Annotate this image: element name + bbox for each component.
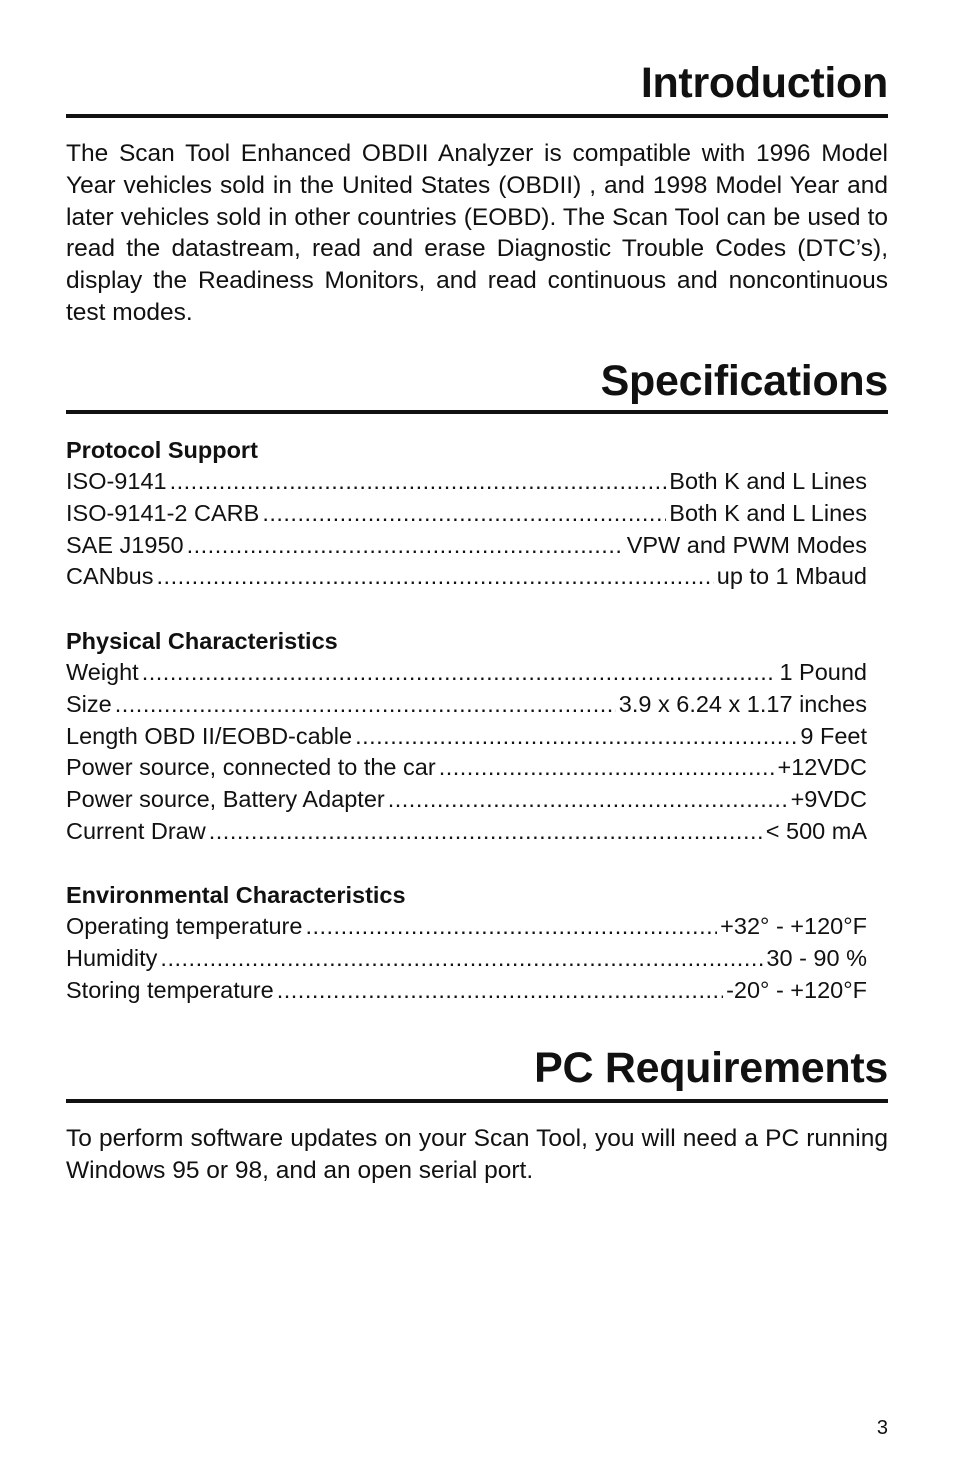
page-number: 3 <box>876 1417 888 1439</box>
spec-value: VPW and PWM Modes <box>626 531 867 558</box>
spec-group-physical-characteristics <box>66 625 867 848</box>
dot-leader <box>277 975 723 1007</box>
specifications-heading: Specifications <box>600 357 888 405</box>
spec-row <box>66 689 867 721</box>
spec-group-title: Physical Characteristics <box>66 628 338 654</box>
spec-label: Size <box>66 690 112 717</box>
dot-leader <box>209 816 763 848</box>
spec-label: Operating temperature <box>66 913 303 939</box>
spec-label: SAE J1950 <box>66 531 184 558</box>
dot-leader <box>187 530 624 562</box>
pc-requirements-rule <box>66 1099 888 1103</box>
spec-row <box>66 943 867 975</box>
spec-label: Power source, connected to the car <box>66 754 436 781</box>
dot-leader <box>262 498 666 530</box>
spec-row <box>66 498 867 530</box>
spec-row <box>66 721 867 753</box>
dot-leader <box>142 657 777 689</box>
specifications-rule <box>66 410 888 414</box>
spec-value: 30 - 90 % <box>766 944 867 971</box>
spec-label: CANbus <box>66 563 154 590</box>
spec-value: -20° - +120°F <box>726 976 867 1003</box>
spec-value: up to 1 Mbaud <box>716 563 867 590</box>
dot-leader <box>388 784 788 816</box>
spec-label: Humidity <box>66 944 158 971</box>
spec-row <box>66 784 867 816</box>
spec-label: Power source, Battery Adapter <box>66 786 385 813</box>
spec-label: Storing temperature <box>66 976 274 1003</box>
spec-value: Both K and L Lines <box>669 468 867 494</box>
dot-leader <box>170 466 667 498</box>
spec-group-environmental-characteristics <box>66 879 867 1006</box>
spec-row <box>66 561 867 593</box>
spec-value: +12VDC <box>777 754 867 781</box>
spec-group-title: Environmental Characteristics <box>66 882 406 908</box>
spec-row <box>66 911 867 943</box>
dot-leader <box>157 561 714 593</box>
introduction-paragraph: The Scan Tool Enhanced OBDII Analyzer is compatible with 1996 Model Year vehicles sold in the United States (OBDII) , and 1998 Model Year and later vehicles sold in other countries (EOBD). The Scan Tool can be used to read the datastream, read and erase Diagnostic Trouble Codes (DTC’s), display the Readiness Monitors, and read continuous and noncontinuous test modes. <box>66 140 888 326</box>
spec-value: +9VDC <box>790 786 867 813</box>
spec-row <box>66 657 867 689</box>
spec-value: 9 Feet <box>800 722 867 749</box>
spec-group-protocol-support <box>66 434 867 593</box>
dot-leader <box>115 689 616 721</box>
introduction-heading: Introduction <box>640 59 888 107</box>
manual-page <box>66 0 888 1475</box>
dot-leader <box>355 721 797 753</box>
spec-label: ISO-9141 <box>66 468 167 494</box>
pc-requirements-heading: PC Requirements <box>534 1044 888 1092</box>
dot-leader <box>305 911 717 943</box>
spec-row <box>66 530 867 562</box>
spec-label: Length OBD II/EOBD-cable <box>66 722 353 749</box>
introduction-rule <box>66 114 888 118</box>
spec-value: 1 Pound <box>779 659 867 685</box>
spec-value: +32° - +120°F <box>720 913 867 939</box>
dot-leader <box>439 752 775 784</box>
pc-requirements-paragraph: To perform software updates on your Scan Tool, you will need a PC running Windows 95 or 98, and an open serial port. <box>66 1125 888 1184</box>
spec-label: Current Draw <box>66 817 206 844</box>
spec-row <box>66 466 867 498</box>
spec-row <box>66 975 867 1007</box>
dot-leader <box>160 943 763 975</box>
spec-row <box>66 816 867 848</box>
spec-value: < 500 mA <box>765 817 867 844</box>
spec-group-title: Protocol Support <box>66 437 258 463</box>
spec-value: Both K and L Lines <box>669 499 867 526</box>
spec-label: ISO-9141-2 CARB <box>66 499 260 526</box>
spec-value: 3.9 x 6.24 x 1.17 inches <box>618 690 867 717</box>
spec-row <box>66 752 867 784</box>
spec-label: Weight <box>66 659 139 685</box>
